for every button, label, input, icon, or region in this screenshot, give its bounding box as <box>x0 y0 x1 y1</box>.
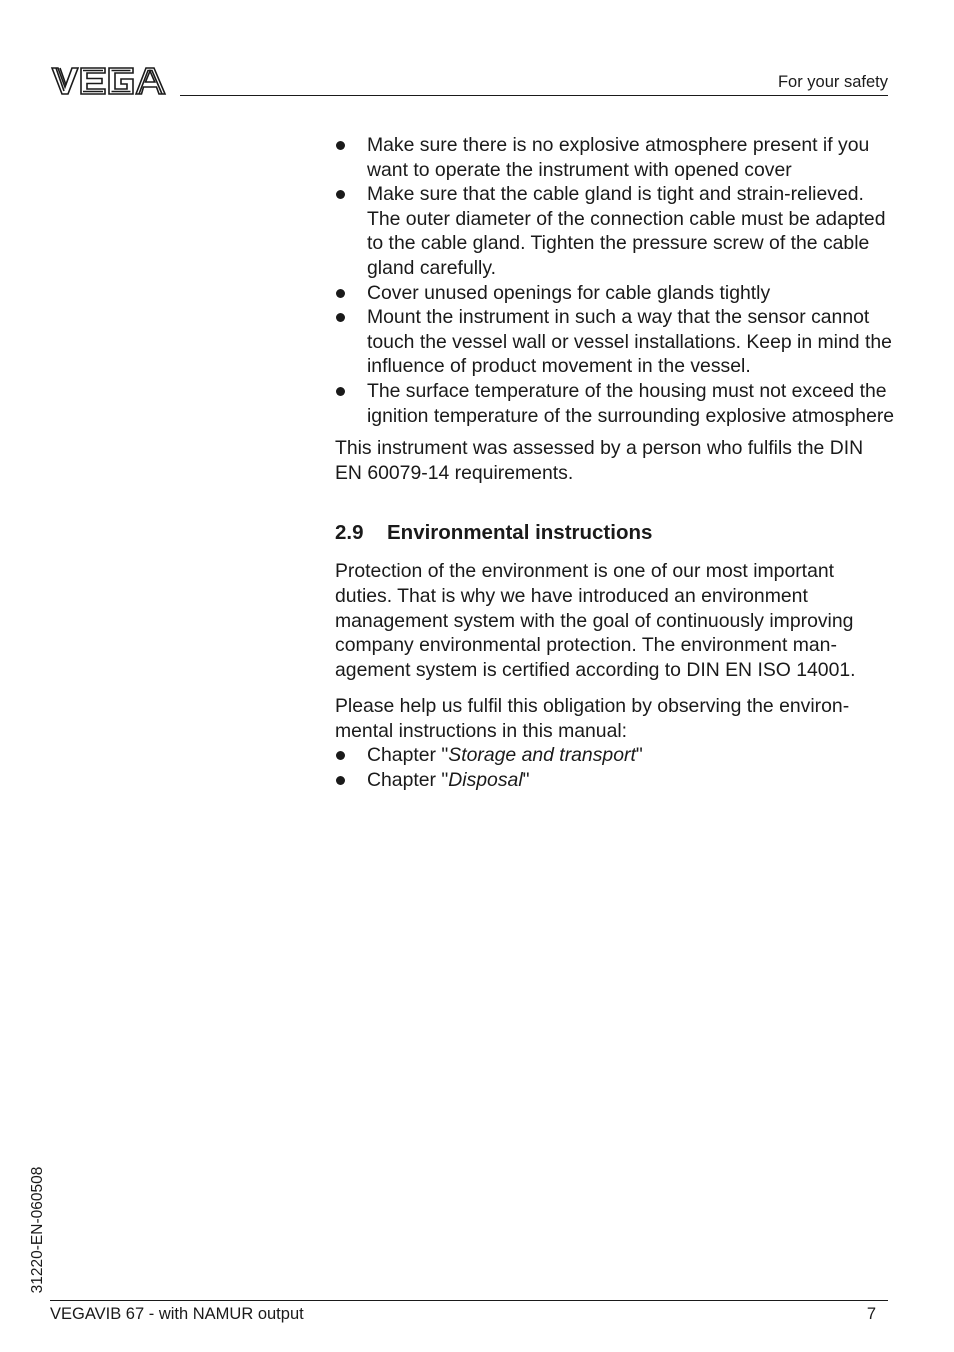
bullet-icon <box>336 776 345 785</box>
vega-logo <box>50 64 168 98</box>
environment-paragraph-1: Protection of the environment is one of our most important duties. That is why we have introduced an environment management system with the goal of continuously improving company environmental protection. The environment man-agement system is certified according to DIN EN ISO 14001. <box>335 560 856 681</box>
list-item: Make sure there is no explosive atmosphere present if you want to operate the instrument with opened cover <box>335 133 895 182</box>
environment-paragraph-2: Please help us fulfil this obligation by observing the environ-mental instructions in this manual: <box>335 695 850 742</box>
chapter-link-disposal: Disposal <box>448 769 523 792</box>
header-rule <box>180 95 888 96</box>
footer-rule <box>50 1300 888 1301</box>
chapter-link-storage-and-transport: Storage and transport <box>448 744 636 767</box>
page-content <box>335 133 895 793</box>
bullet-icon <box>336 141 345 150</box>
list-item: Make sure that the cable gland is tight and strain-relieved. The outer diameter of the connection cable must be adapted to the cable gland. Tighten the pressure screw of the cable gland carefully. <box>335 182 895 280</box>
list-item: The surface temperature of the housing must not exceed the ignition temperature of the surrounding explosive atmosphere <box>335 379 895 428</box>
document-code: 31220-EN-060508 <box>29 1166 46 1294</box>
bullet-icon <box>336 190 345 199</box>
section-heading <box>335 521 895 545</box>
safety-bullet-list <box>335 133 895 428</box>
bullet-icon <box>336 313 345 322</box>
bullet-icon <box>336 289 345 298</box>
section-title: Environmental instructions <box>387 521 653 545</box>
list-item: Mount the instrument in such a way that the sensor cannot touch the vessel wall or vessel installations. Keep in mind the influence of product movement in the vessel. <box>335 305 895 379</box>
list-item: Cover unused openings for cable glands tightly <box>335 281 895 306</box>
footer-product-title: VEGAVIB 67 - with NAMUR output <box>50 1305 304 1323</box>
section-number: 2.9 <box>335 521 364 545</box>
list-item: Chapter "Disposal" <box>335 768 895 793</box>
page-number: 7 <box>866 1305 876 1323</box>
chapter-reference-list <box>335 743 895 792</box>
header-section-title: For your safety <box>777 73 888 91</box>
list-item: Chapter "Storage and transport" <box>335 743 895 768</box>
bullet-icon <box>336 387 345 396</box>
assessment-paragraph: This instrument was assessed by a person who fulfils the DIN EN 60079-14 requirements. <box>335 437 864 484</box>
bullet-icon <box>336 751 345 760</box>
